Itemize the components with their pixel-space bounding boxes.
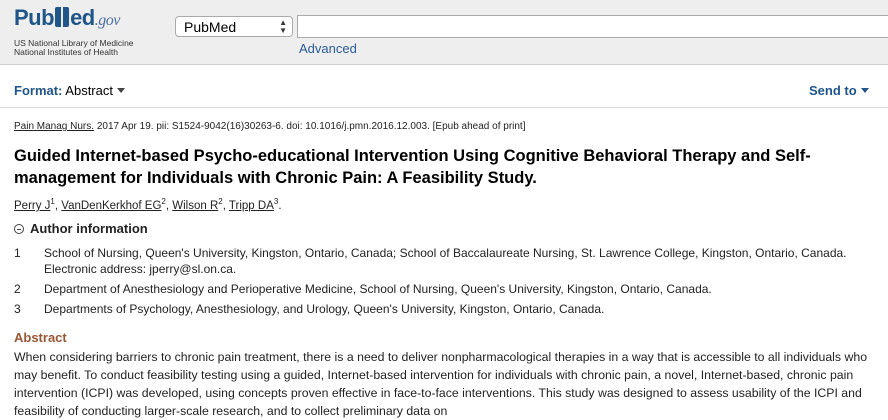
author-affil-ref: 2	[218, 197, 223, 206]
format-label: Format:	[14, 83, 63, 98]
citation	[14, 121, 525, 132]
logo-subtitle-nlm: US National Library of Medicine	[14, 38, 134, 48]
caret-down-icon	[117, 88, 125, 93]
journal-link[interactable]: Pain Manag Nurs.	[14, 121, 95, 132]
affiliation-list	[14, 245, 874, 321]
search-input[interactable]	[297, 15, 888, 38]
book-icon	[55, 7, 69, 27]
logo-subtitle-nih: National Institutes of Health	[14, 47, 118, 57]
logo-wordmark: Pub ed.gov	[14, 5, 120, 30]
affiliation-text: Departments of Psychology, Anesthesiology, and Urology, Queen's University, Kingston, Ontario, Canada.	[44, 302, 605, 316]
caret-down-icon	[861, 88, 869, 93]
advanced-search-link[interactable]: Advanced	[299, 41, 357, 56]
author-list: Perry $J^1$, VanDenKerkhof $EG^2$, Wilson $R^2$, Tripp $DA^3$.	[14, 197, 282, 212]
affiliation-item	[14, 281, 874, 297]
article-title: Guided Internet-based Psycho-educational Intervention Using Cognitive Behavioral Therapy and Self-management for Individuals with Chronic Pain: A Feasibility Study.	[14, 147, 811, 187]
collapse-minus-icon	[14, 224, 24, 234]
pubmed-logo[interactable]	[14, 5, 144, 60]
citation-details: 2017 Apr 19. pii: S1524-9042(16)30263-6. doi: 10.1016/j.pmn.2016.12.003. [Epub ahead of print]	[94, 121, 526, 132]
database-select[interactable]	[175, 16, 293, 37]
author-link[interactable]: Tripp DA	[228, 199, 274, 212]
abstract-heading: Abstract	[14, 330, 67, 345]
author-affil-ref: 3	[273, 197, 279, 206]
header	[0, 0, 888, 65]
format-selector[interactable]	[14, 83, 125, 98]
author-link[interactable]: Perry J	[14, 199, 51, 212]
abstract-text: When considering barriers to chronic pain treatment, there is a need to deliver nonpharmacological therapies in a way that is accessible to all individuals who may benefit. To conduct feasibility testing using a guided, Internet-based intervention for individuals with chronic pain, a novel, Internet-based, chronic pain intervention (ICPI) was developed, using concepts proven effective in face-to-face interventions. This study was designed to assess usability of the ICPI and feasibility of conducting larger-scale research, and to collect preliminary data on	[14, 350, 868, 418]
affiliation-number: 2	[14, 282, 21, 296]
updown-arrows-icon: ▲ ▼	[279, 18, 287, 35]
database-select-value: PubMed	[184, 19, 237, 35]
divider	[0, 107, 888, 108]
affiliation-text: Department of Anesthesiology and Perioperative Medicine, School of Nursing, Queen's University, Kingston, Ontario, Canada.	[44, 282, 712, 296]
author-information-heading: Author information	[30, 221, 148, 236]
author-information-toggle[interactable]	[14, 221, 148, 236]
affiliation-number: 1	[14, 246, 21, 260]
affiliation-number: 3	[14, 302, 21, 316]
author-affil-ref: 1	[50, 197, 55, 206]
author-link[interactable]: VanDenKerkhof EG	[61, 199, 162, 212]
author-link[interactable]: Wilson R	[172, 199, 219, 212]
send-to-label: Send to	[809, 83, 857, 98]
affiliation-item	[14, 245, 874, 277]
affiliation-item	[14, 301, 874, 317]
format-value: Abstract	[65, 83, 113, 98]
affiliation-text: School of Nursing, Queen's University, Kingston, Ontario, Canada; School of Baccalaureate Nursing, St. Lawrence College, Kingston, Ontario, Canada. Electronic address: jperry@sl.on.ca.	[44, 246, 847, 276]
author-affil-ref: 2	[161, 197, 166, 206]
send-to-button[interactable]	[809, 83, 869, 98]
